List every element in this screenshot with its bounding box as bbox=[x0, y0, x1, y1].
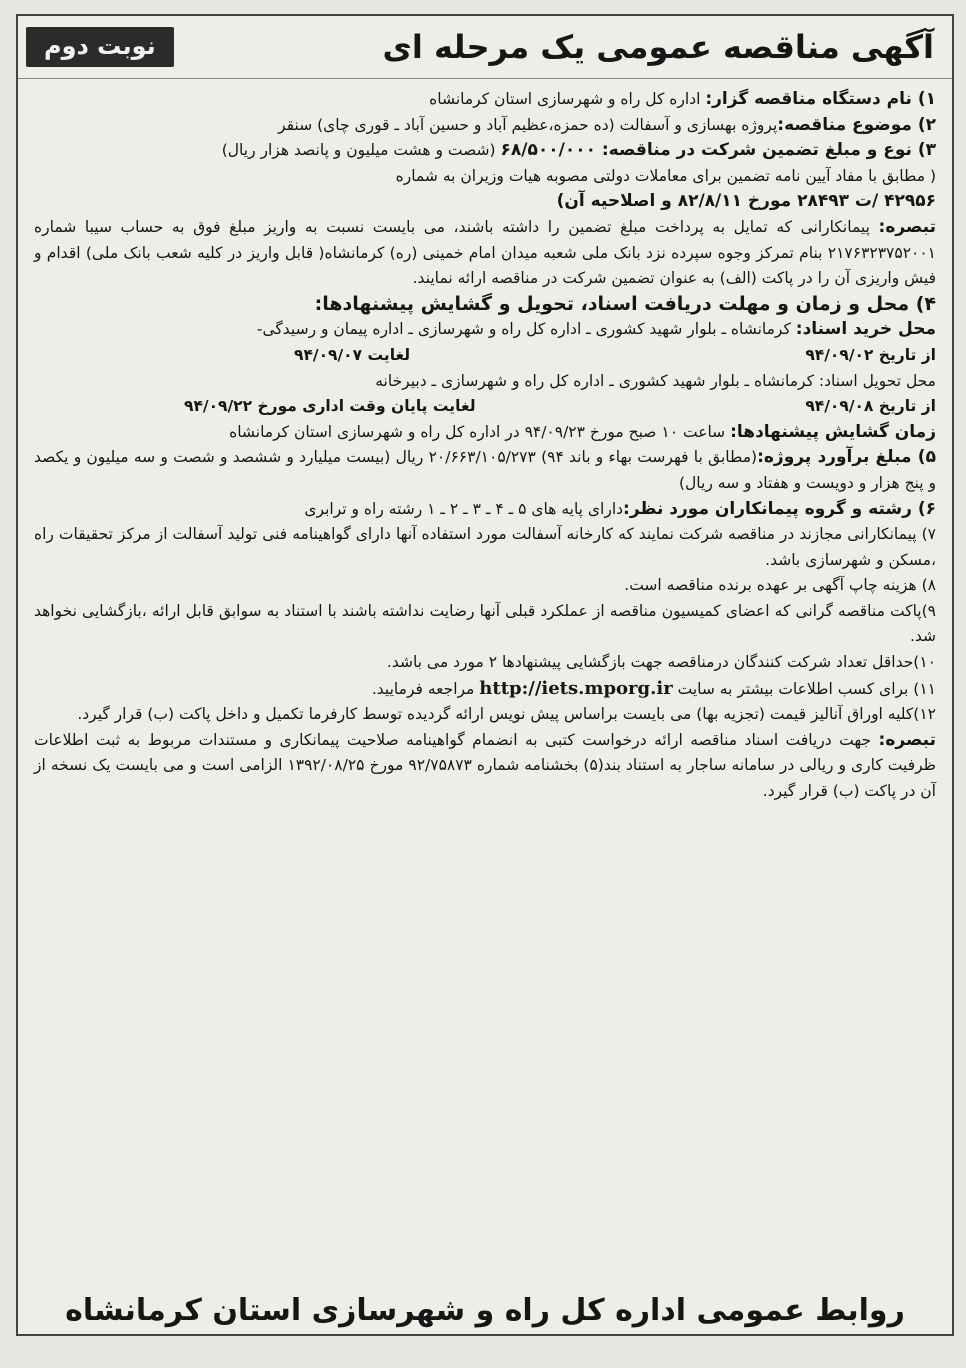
item-3-note-2: ۴۲۹۵۶ /ت ۲۸۴۹۳ مورخ ۸۲/۸/۱۱ و اصلاحیه آن) bbox=[556, 191, 936, 212]
note-2 bbox=[34, 728, 936, 805]
purchase-dates bbox=[34, 343, 936, 369]
item-3-note-1: ( مطابق با مفاد آیین نامه تضمین برای معاملات دولتی مصوبه هیات وزیران به شماره bbox=[395, 166, 936, 185]
item-2-text: پروژه بهسازی و آسفالت (ده حمزه،عظیم آباد و حسین آباد ـ قوری چای) سنقر bbox=[278, 115, 778, 134]
item-6-label: ۶) رشته و گروه پیمانکاران مورد نظر: bbox=[623, 498, 936, 519]
item-3-amount: ۶۸/۵۰۰/۰۰۰ bbox=[500, 140, 602, 161]
purchase-text: کرمانشاه ـ بلوار شهید کشوری ـ اداره کل راه و شهرسازی ـ اداره پیمان و رسیدگی- bbox=[256, 320, 796, 339]
delivery-from: از تاریخ ۹۴/۰۹/۰۸ bbox=[805, 397, 936, 416]
item-10: ۱۰)حداقل تعداد شرکت کنندگان درمناقصه جهت بازگشایی پیشنهادها ۲ مورد می باشد. bbox=[386, 653, 936, 672]
purchase-label: محل خرید اسناد: bbox=[795, 319, 936, 340]
item-5-label: ۵) مبلغ برآورد پروژه: bbox=[757, 447, 936, 468]
delivery-to: لغایت پایان وقت اداری مورخ ۹۴/۰۹/۲۲ bbox=[184, 397, 476, 416]
notice-header bbox=[18, 16, 952, 79]
delivery-dates bbox=[34, 394, 936, 420]
item-7: ۷) پیمانکارانی مجازند در مناقصه شرکت نمایند که کارخانه آسفالت مورد استفاده آنها دارای گواهینامه فنی تولید آسفالت از مرکز تحقیقات راه ،مسکن و شهرسازی باشد. bbox=[34, 525, 936, 569]
purchase-to: لغایت ۹۴/۰۹/۰۷ bbox=[294, 345, 411, 364]
item-11-pre: ۱۱) برای کسب اطلاعات بیشتر به سایت bbox=[672, 679, 936, 698]
item-2-label: ۲) موضوع مناقصه: bbox=[777, 114, 936, 135]
item-3-label: ۳) نوع و مبلغ تضمین شرکت در مناقصه: bbox=[601, 140, 936, 161]
delivery-place: محل تحویل اسناد: کرمانشاه ـ بلوار شهید کشوری ـ اداره کل راه و شهرسازی ـ دبیرخانه bbox=[375, 371, 936, 390]
website-link[interactable]: http://iets.mporg.ir bbox=[479, 677, 673, 699]
item-1 bbox=[34, 87, 936, 113]
item-3-text: (شصت و هشت میلیون و پانصد هزار ریال) bbox=[221, 141, 501, 160]
item-5-text: (مطابق با فهرست بهاء و باند ۹۴) ۲۰/۶۶۳/۱۰۵/۲۷۳ ریال (بیست میلیارد و ششصد و شصت و سه میلیون و یکصد و پنج هزار و دویست و هفتاد و سه ریال) bbox=[34, 448, 936, 492]
note-1 bbox=[34, 215, 936, 292]
tender-notice bbox=[16, 14, 954, 1336]
notice-title: آگهی مناقصه عمومی یک مرحله ای bbox=[382, 28, 934, 66]
purchase-place bbox=[34, 317, 936, 343]
item-6 bbox=[34, 497, 936, 523]
item-9: ۹)پاکت مناقصه گرانی که اعضای کمیسیون مناقصه از عملکرد قبلی آنها رضایت نداشته باشند با استناد به سوابق قابل ارائه ،بازگشایی نخواهد شد. bbox=[34, 601, 936, 646]
item-2 bbox=[34, 113, 936, 139]
public-relations-footer: روابط عمومی اداره کل راه و شهرسازی استان کرمانشاه bbox=[65, 1293, 905, 1328]
item-11 bbox=[34, 676, 936, 703]
item-6-text: دارای پایه های ۵ ـ ۴ ـ ۳ ـ ۲ ـ ۱ رشته راه و ترابری bbox=[304, 499, 624, 518]
round-badge: نوبت دوم bbox=[26, 27, 174, 67]
opening-label: زمان گشایش پیشنهادها: bbox=[730, 421, 936, 442]
item-3 bbox=[34, 138, 936, 164]
opening-time bbox=[34, 420, 936, 446]
item-1-label: ۱) نام دستگاه مناقصه گزار: bbox=[705, 89, 936, 109]
purchase-from: از تاریخ ۹۴/۰۹/۰۲ bbox=[805, 345, 936, 364]
item-4-heading: ۴) محل و زمان و مهلت دریافت اسناد، تحویل و گشایش پیشنهادها: bbox=[314, 292, 936, 315]
notice-body bbox=[18, 79, 952, 805]
item-5 bbox=[34, 445, 936, 496]
note-1-label: تبصره: bbox=[878, 216, 936, 237]
note-1-text: پیمانکارانی که تمایل به پرداخت مبلغ تضمین را داشته باشند، می بایست نسبت به واریز مبلغ فوق به حساب سیبا شماره ۲۱۷۶۳۲۳۷۵۲۰۰۱ بنام تمرکز وجوه سپرده نزد بانک ملی شعبه میدان امام خمینی (ره) کرمانشاه( قابل واریز در کلیه شعب بانک ملی) اقدام و فیش واریزی آن را در پاکت (الف) به عنوان تضمین شرکت در مناقصه ارائه نمایند. bbox=[34, 217, 936, 288]
note-2-text: جهت دریافت اسناد مناقصه ارائه درخواست کتبی به انضمام گواهینامه صلاحیت پیمانکاری و مستندات مربوط به ثبت اطلاعات ظرفیت کاری و ریالی در سامانه ساجار به استناد بند(۵) بخشنامه شماره ۹۲/۷۵۸۷۳ مورخ ۱۳۹۲/۰۸/۲۵ الزامی است و می بایست یک نسخه از آن در پاکت (ب) قرار گیرد. bbox=[34, 730, 936, 801]
item-1-text: اداره کل راه و شهرسازی استان کرمانشاه bbox=[429, 90, 706, 108]
item-8: ۸) هزینه چاپ آگهی بر عهده برنده مناقصه است. bbox=[624, 576, 936, 595]
item-11-post: مراجعه فرمایید. bbox=[371, 679, 480, 698]
opening-text: ساعت ۱۰ صبح مورخ ۹۴/۰۹/۲۳ در اداره کل راه و شهرسازی استان کرمانشاه bbox=[229, 422, 731, 441]
item-12: ۱۲)کلیه اوراق آنالیز قیمت (تجزیه بها) می بایست براساس پیش نویس ارائه گردیده توسط کارفرما تکمیل و داخل پاکت (ب) قرار گیرد. bbox=[77, 705, 936, 724]
note-2-label: تبصره: bbox=[878, 729, 936, 750]
